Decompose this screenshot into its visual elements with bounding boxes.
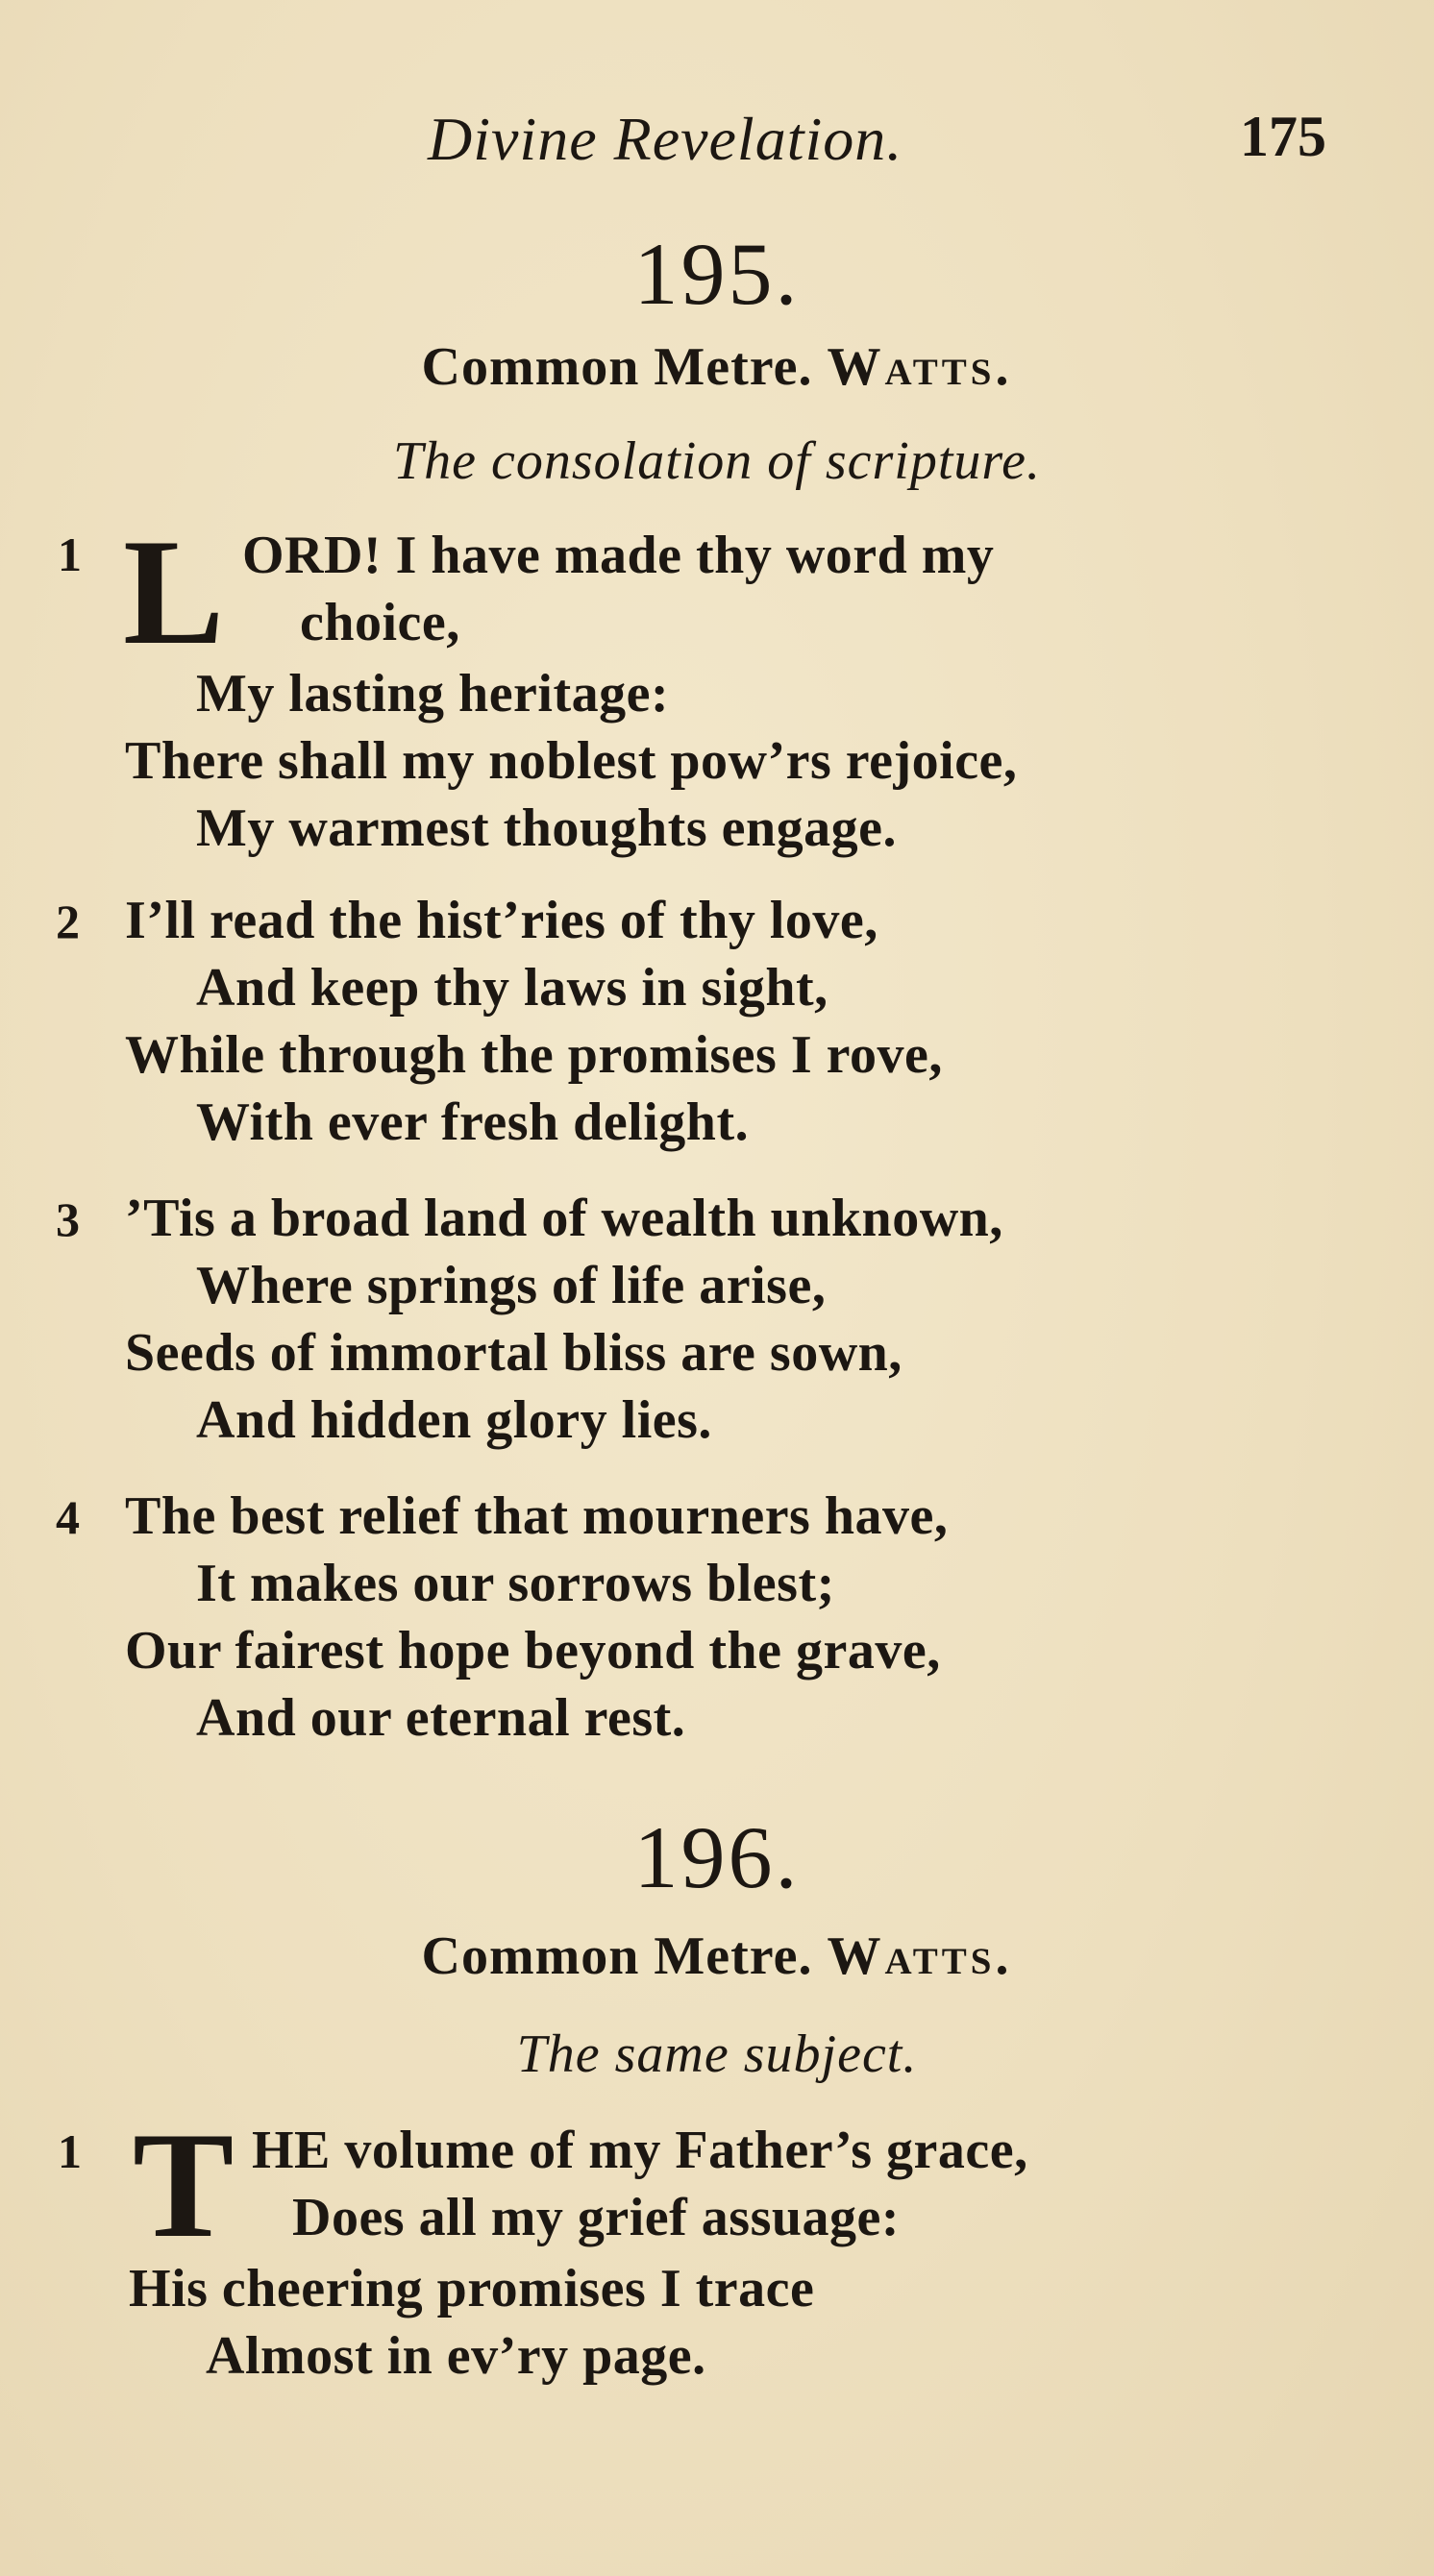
stanza-number: 2 (56, 895, 80, 948)
hymn-subtitle: The same subject. (516, 2024, 918, 2084)
verse-line: My warmest thoughts engage. (196, 798, 897, 858)
verse-line: With ever fresh delight. (196, 1092, 750, 1152)
verse-line: His cheering promises I trace (129, 2259, 815, 2318)
page-number: 175 (1240, 105, 1326, 168)
verse-line: Does all my grief assuage: (292, 2188, 901, 2247)
verse-line: Seeds of immortal bliss are sown, (125, 1323, 902, 1383)
stanza-number: 1 (58, 2124, 82, 2178)
author: Watts. (827, 337, 1013, 397)
running-title: Divine Revelation. (428, 105, 903, 173)
hymn-number: 196. (633, 1808, 801, 1906)
drop-cap: L (123, 508, 225, 676)
meter: Common Metre. (421, 1926, 813, 1986)
verse-line: I’ll read the hist’ries of thy love, (125, 891, 878, 950)
verse-line: Our fairest hope beyond the grave, (125, 1621, 941, 1681)
hymn-subtitle: The consolation of scripture. (392, 431, 1041, 491)
verse-line: And keep thy laws in sight, (196, 958, 828, 1018)
running-header (0, 104, 1434, 181)
verse-line: There shall my noblest pow’rs rejoice, (125, 731, 1018, 791)
drop-cap: T (133, 2101, 235, 2269)
verse-line: ORD! I have made thy word my (242, 526, 995, 585)
verse-line: choice, (300, 593, 460, 652)
stanza-number: 3 (56, 1192, 80, 1246)
meter-line (0, 336, 1434, 398)
stanza-number: 1 (58, 527, 82, 581)
meter-line (0, 1926, 1434, 1987)
author: Watts. (827, 1926, 1013, 1986)
verse-line: Almost in ev’ry page. (206, 2326, 706, 2386)
verse-line: The best relief that mourners have, (125, 1486, 949, 1546)
verse-line: And hidden glory lies. (196, 1390, 712, 1450)
meter: Common Metre. (421, 337, 813, 397)
verse-line: HE volume of my Father’s grace, (252, 2121, 1028, 2180)
verse-line: ’Tis a broad land of wealth unknown, (125, 1189, 1003, 1248)
verse-line: While through the promises I rove, (125, 1025, 943, 1085)
stanza-number: 4 (56, 1490, 80, 1544)
verse-line: Where springs of life arise, (196, 1256, 827, 1315)
verse-line: And our eternal rest. (196, 1688, 686, 1748)
hymn-number: 195. (633, 225, 801, 323)
verse-line: My lasting heritage: (196, 664, 670, 724)
verse-line: It makes our sorrows blest; (196, 1554, 835, 1613)
